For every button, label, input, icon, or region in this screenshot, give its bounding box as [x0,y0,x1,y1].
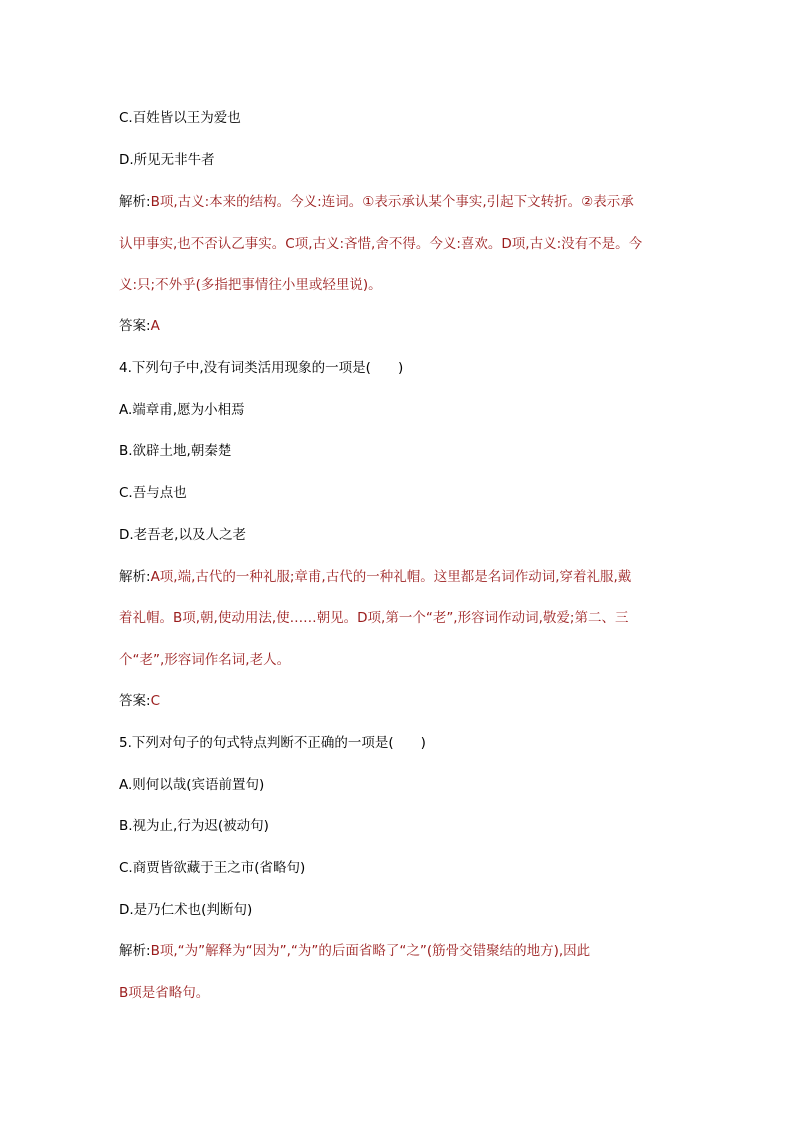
q4-option-d: D.老吾老,以及人之老 [119,527,246,543]
q4-answer-label: 答案: [119,693,151,709]
q3-option-c: C.百姓皆以王为爱也 [119,110,241,126]
q3-answer-label: 答案: [119,318,151,334]
q3-analysis-text-1: B项,古义:本来的结构。今义:连词。①表示承认某个事实,引起下文转折。②表示承 [150,194,634,210]
q4-option-c: C.吾与点也 [119,485,187,501]
q3-answer-value: A [150,318,160,334]
q5-analysis-line-1 [119,941,679,961]
q4-analysis-label: 解析: [119,569,151,585]
q3-analysis-label: 解析: [119,194,151,210]
q5-analysis-text-1: B项,“为”解释为“因为”,“为”的后面省略了“之”(筋骨交错聚结的地方),因此 [150,943,591,959]
q5-stem: 5.下列对句子的句式特点判断不正确的一项是( ) [119,735,426,751]
q4-analysis-text-1: A项,端,古代的一种礼服;章甫,古代的一种礼帽。这里都是名词作动词,穿着礼服,戴 [150,569,632,585]
q4-option-a: A.端章甫,愿为小相焉 [119,402,245,418]
q3-analysis-line-1 [119,192,679,212]
q4-answer-value: C [150,693,160,709]
q5-option-c: C.商贾皆欲藏于王之市(省略句) [119,860,306,876]
q5-analysis-line-2: B项是省略句。 [119,985,210,1001]
q3-analysis-line-2: 认甲事实,也不否认乙事实。C项,古义:吝惜,舍不得。今义:喜欢。D项,古义:没有不是。今 [119,236,643,252]
q3-option-d: D.所见无非牛者 [119,152,215,168]
q5-option-b: B.视为止,行为迟(被动句) [119,818,269,834]
q4-analysis-line-1 [119,567,679,587]
q3-analysis-line-3: 义:只;不外乎(多指把事情往小里或轻里说)。 [119,277,382,293]
q5-option-d: D.是乃仁术也(判断句) [119,902,253,918]
q4-stem: 4.下列句子中,没有词类活用现象的一项是( ) [119,360,404,376]
q4-analysis-line-2: 着礼帽。B项,朝,使动用法,使……朝见。D项,第一个“老”,形容词作动词,敬爱;第二、三 [119,610,629,626]
q5-analysis-label: 解析: [119,943,151,959]
q4-option-b: B.欲辟土地,朝秦楚 [119,443,232,459]
q4-answer [119,691,679,711]
q3-answer [119,316,679,336]
q4-analysis-line-3: 个“老”,形容词作名词,老人。 [119,652,291,668]
q5-option-a: A.则何以哉(宾语前置句) [119,777,265,793]
